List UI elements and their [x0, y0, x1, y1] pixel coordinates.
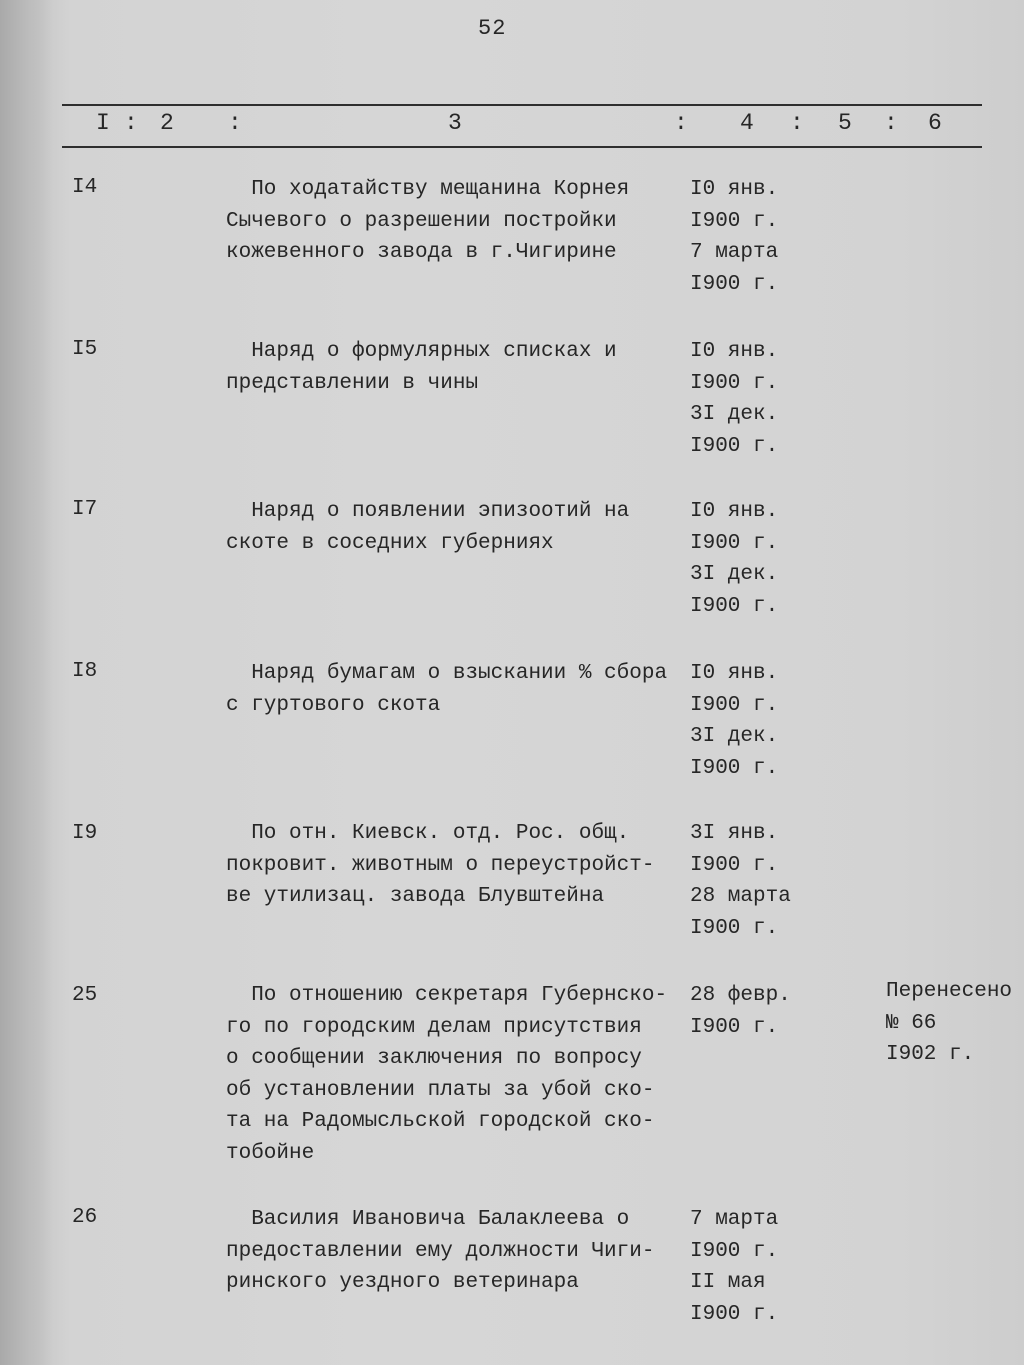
- date-line: 28 марта: [690, 885, 791, 908]
- date-line: I900 г.: [690, 693, 779, 717]
- header-col-5: 5: [838, 110, 852, 136]
- description-line: предоставлении ему должности Чиги-: [226, 1239, 655, 1263]
- date-line: I900 г.: [690, 853, 779, 877]
- description-line: кожевенного завода в г.Чигирине: [226, 241, 617, 264]
- row-description: [226, 818, 686, 913]
- row-dates: [690, 336, 820, 462]
- row-number: I9: [72, 822, 98, 845]
- row-dates: [690, 818, 820, 944]
- description-line: По ходатайству мещанина Корнея: [226, 178, 630, 201]
- header-top-rule: [62, 104, 982, 106]
- date-line: I900 г.: [690, 1015, 779, 1039]
- description-line: покровит. животным о переустройст-: [226, 853, 655, 877]
- note-line: I902 г.: [886, 1043, 975, 1066]
- description-line: та на Радомысльской городской ско-: [226, 1110, 655, 1133]
- row-number: 25: [72, 984, 98, 1007]
- row-number: I5: [72, 338, 98, 361]
- date-line: 28 февр.: [690, 984, 791, 1007]
- row-dates: [690, 980, 820, 1043]
- date-line: I900 г.: [690, 1239, 779, 1263]
- header-separator: :: [790, 110, 804, 136]
- header-col-1: I: [96, 110, 110, 136]
- description-line: скоте в соседних губерниях: [226, 531, 554, 555]
- date-line: I900 г.: [690, 371, 779, 395]
- description-line: Наряд о появлении эпизоотий на: [226, 500, 630, 523]
- date-line: I900 г.: [690, 434, 779, 458]
- description-line: По отн. Киевск. отд. Рос. общ.: [226, 822, 630, 845]
- date-line: 7 марта: [690, 241, 779, 264]
- date-line: I900 г.: [690, 272, 779, 296]
- date-line: I0 янв.: [690, 662, 779, 685]
- description-line: ве утилизац. завода Блувштейна: [226, 885, 605, 908]
- description-line: Василия Ивановича Балаклеева о: [226, 1208, 630, 1231]
- description-line: с гуртового скота: [226, 693, 441, 717]
- note-line: № 66: [886, 1011, 937, 1035]
- date-line: I0 янв.: [690, 178, 779, 201]
- date-line: I900 г.: [690, 916, 779, 940]
- header-col-3: 3: [448, 110, 462, 136]
- row-description: [226, 1204, 686, 1299]
- date-line: 3I дек.: [690, 725, 779, 748]
- date-line: I900 г.: [690, 756, 779, 780]
- header-separator: :: [124, 110, 138, 136]
- header-col-2: 2: [160, 110, 174, 136]
- row-note: [886, 976, 1022, 1071]
- description-line: о сообщении заключения по вопросу: [226, 1047, 642, 1070]
- date-line: I0 янв.: [690, 500, 779, 523]
- header-bottom-rule: [62, 146, 982, 148]
- date-line: I900 г.: [690, 594, 779, 618]
- row-description: [226, 980, 686, 1169]
- row-number: I7: [72, 498, 98, 521]
- row-dates: [690, 174, 820, 300]
- description-line: ринского уездного ветеринара: [226, 1271, 579, 1294]
- row-dates: [690, 1204, 820, 1330]
- description-line: го по городским делам присутствия: [226, 1015, 642, 1039]
- row-dates: [690, 496, 820, 622]
- page-binding-shadow: [0, 0, 52, 1365]
- row-description: [226, 658, 686, 721]
- description-line: об установлении платы за убой ско-: [226, 1078, 655, 1102]
- description-line: По отношению секретаря Губернско-: [226, 984, 668, 1007]
- date-line: 7 марта: [690, 1208, 779, 1231]
- date-line: 3I дек.: [690, 403, 779, 426]
- row-description: [226, 174, 686, 269]
- header-col-4: 4: [740, 110, 754, 136]
- description-line: Наряд бумагам о взыскании % сбора: [226, 662, 668, 685]
- page-number: 52: [478, 16, 507, 41]
- date-line: I0 янв.: [690, 340, 779, 363]
- row-number: I4: [72, 176, 98, 199]
- header-separator: :: [674, 110, 688, 136]
- row-number: 26: [72, 1206, 98, 1229]
- header-col-6: 6: [928, 110, 942, 136]
- date-line: 3I янв.: [690, 822, 779, 845]
- row-number: I8: [72, 660, 98, 683]
- date-line: II мая: [690, 1271, 766, 1294]
- row-description: [226, 336, 686, 399]
- date-line: 3I дек.: [690, 563, 779, 586]
- date-line: I900 г.: [690, 209, 779, 233]
- date-line: I900 г.: [690, 531, 779, 555]
- description-line: тобойне: [226, 1141, 315, 1165]
- row-dates: [690, 658, 820, 784]
- header-separator: :: [884, 110, 898, 136]
- description-line: представлении в чины: [226, 371, 479, 395]
- header-separator: :: [228, 110, 242, 136]
- description-line: Наряд о формулярных списках и: [226, 340, 617, 363]
- row-description: [226, 496, 686, 559]
- note-line: Перенесено: [886, 980, 1013, 1003]
- description-line: Сычевого о разрешении постройки: [226, 209, 617, 233]
- date-line: I900 г.: [690, 1302, 779, 1326]
